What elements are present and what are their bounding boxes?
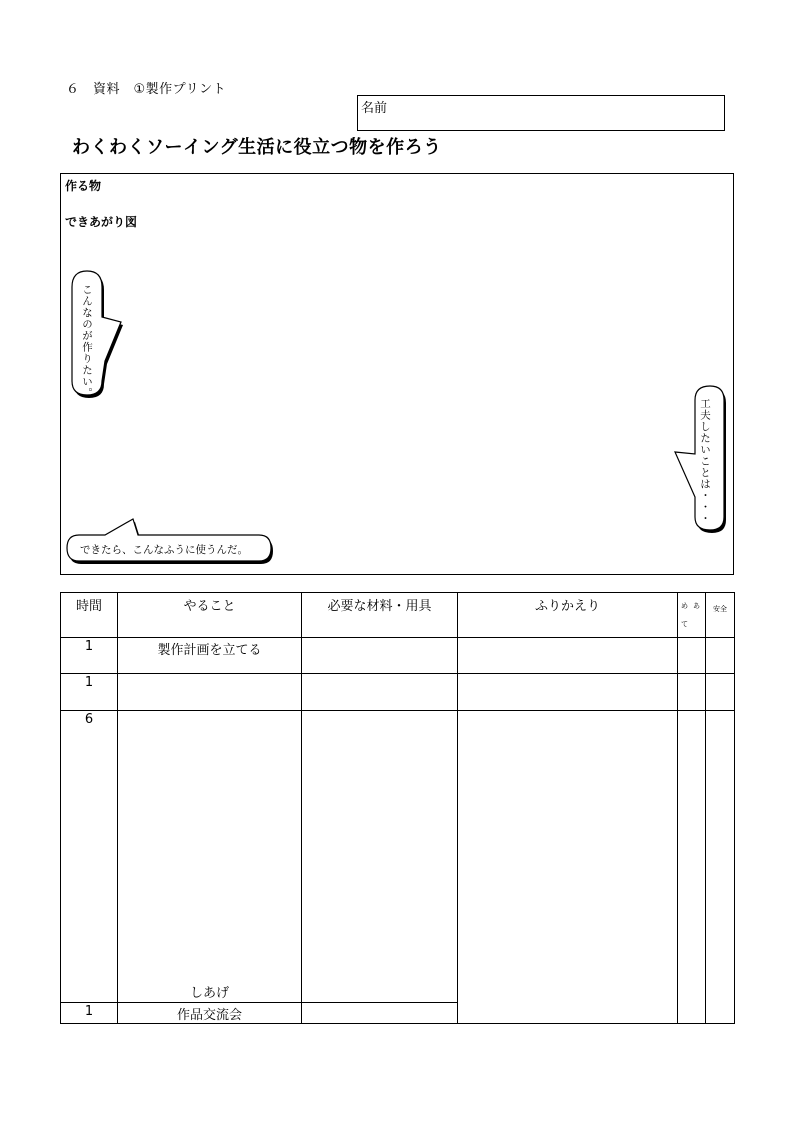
row2-todo[interactable] xyxy=(118,674,302,711)
table-row xyxy=(61,711,735,1003)
header-safety xyxy=(706,593,735,638)
row3-safety[interactable] xyxy=(706,711,735,1024)
row1-materials[interactable] xyxy=(302,638,458,674)
table-header-row xyxy=(61,593,735,638)
row1-todo[interactable]: 製作計画を立てる xyxy=(118,638,302,674)
row3-todo[interactable]: しあげ xyxy=(118,711,302,1003)
row3-materials[interactable] xyxy=(302,711,458,1003)
row4-todo[interactable]: 作品交流会 xyxy=(118,1003,302,1024)
name-box[interactable] xyxy=(357,95,725,131)
bubble-bottom-shape xyxy=(63,516,275,566)
bubble-bottom-text: できたら、こんなふうに使うんだ。 xyxy=(80,544,248,556)
header-todo: やること xyxy=(118,593,302,638)
table-row xyxy=(61,674,735,711)
page-title: わくわくソーイング生活に役立つ物を作ろう xyxy=(72,137,442,158)
row4-time: 1 xyxy=(61,1003,118,1024)
plan-table xyxy=(60,592,735,1024)
header-materials: 必要な材料・用具 xyxy=(302,593,458,638)
header-me: め xyxy=(681,602,688,610)
work-area[interactable] xyxy=(60,173,734,575)
row3-time: 6 xyxy=(61,711,118,1003)
header-a: あ xyxy=(693,602,700,610)
row1-time: 1 xyxy=(61,638,118,674)
row1-safety[interactable] xyxy=(706,638,735,674)
row3-reflection[interactable] xyxy=(458,711,678,1024)
row4-materials[interactable] xyxy=(302,1003,458,1024)
name-label: 名前 xyxy=(361,101,388,116)
header-reflection: ふりかえり xyxy=(458,593,678,638)
bubble-left-text: こんなのが作りたい。 xyxy=(81,284,93,399)
header-te: て xyxy=(681,620,688,628)
row1-reflection[interactable] xyxy=(458,638,678,674)
item-label: 作る物 xyxy=(65,179,102,193)
table-row xyxy=(61,638,735,674)
row2-time: 1 xyxy=(61,674,118,711)
figure-label: できあがり図 xyxy=(65,215,138,229)
header-safety-label: 安全 xyxy=(713,605,727,613)
row2-safety[interactable] xyxy=(706,674,735,711)
header-time: 時間 xyxy=(61,593,118,638)
row2-materials[interactable] xyxy=(302,674,458,711)
bubble-right-text: 工夫したいことは・・・ xyxy=(699,398,711,525)
header-meate xyxy=(678,593,706,638)
row1-meate[interactable] xyxy=(678,638,706,674)
header-line: ６ 資料 ①製作プリント xyxy=(66,82,227,97)
bubble-left-shape xyxy=(69,269,129,399)
row3-meate[interactable] xyxy=(678,711,706,1024)
row2-meate[interactable] xyxy=(678,674,706,711)
row2-reflection[interactable] xyxy=(458,674,678,711)
